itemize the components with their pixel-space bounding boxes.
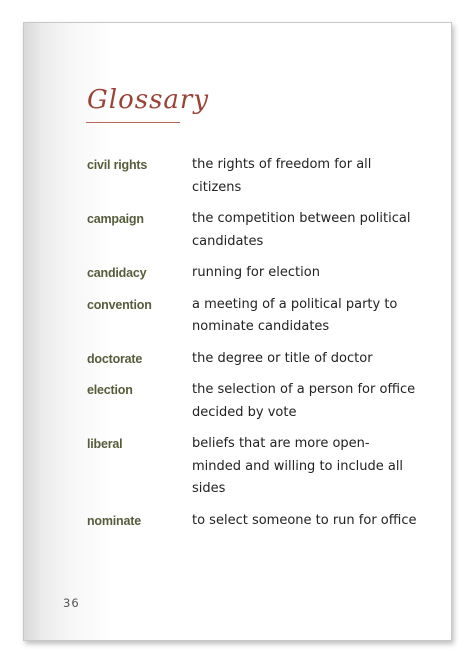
glossary-term: doctorate: [87, 351, 143, 366]
glossary-definition: the selection of a person for office decided by vote: [192, 382, 416, 420]
glossary-definition: to select someone to run for office: [192, 512, 417, 528]
glossary-term: candidacy: [87, 266, 147, 280]
glossary-definition: a meeting of a political party to nominate candidates: [192, 296, 398, 334]
glossary-definition: the rights of freedom for all citizens: [192, 157, 372, 195]
glossary-term: campaign: [87, 212, 144, 226]
glossary-term: convention: [87, 297, 152, 312]
book-page: [23, 22, 452, 641]
glossary-definition: beliefs that are more open-minded and willing to include all sides: [192, 436, 404, 496]
glossary-entry: [87, 208, 417, 253]
glossary-entry: [87, 154, 417, 199]
glossary-definition: the degree or title of doctor: [192, 350, 373, 366]
glossary-term: nominate: [87, 513, 141, 528]
glossary-term: election: [87, 383, 133, 397]
glossary-definition: running for election: [192, 265, 320, 280]
glossary-term: liberal: [87, 437, 123, 451]
page-number: 36: [63, 596, 80, 610]
glossary-entry: [87, 433, 417, 501]
glossary-entry: [87, 510, 417, 533]
glossary-entry: [87, 294, 417, 339]
glossary-definition: the competition between political candidates: [192, 211, 411, 249]
glossary-entry: [87, 348, 417, 371]
glossary-list: [87, 154, 417, 541]
glossary-entry: [87, 262, 417, 285]
glossary-entry: [87, 379, 417, 424]
page-title: Glossary: [87, 85, 210, 115]
glossary-term: civil rights: [87, 158, 148, 172]
title-underline: [86, 122, 180, 123]
